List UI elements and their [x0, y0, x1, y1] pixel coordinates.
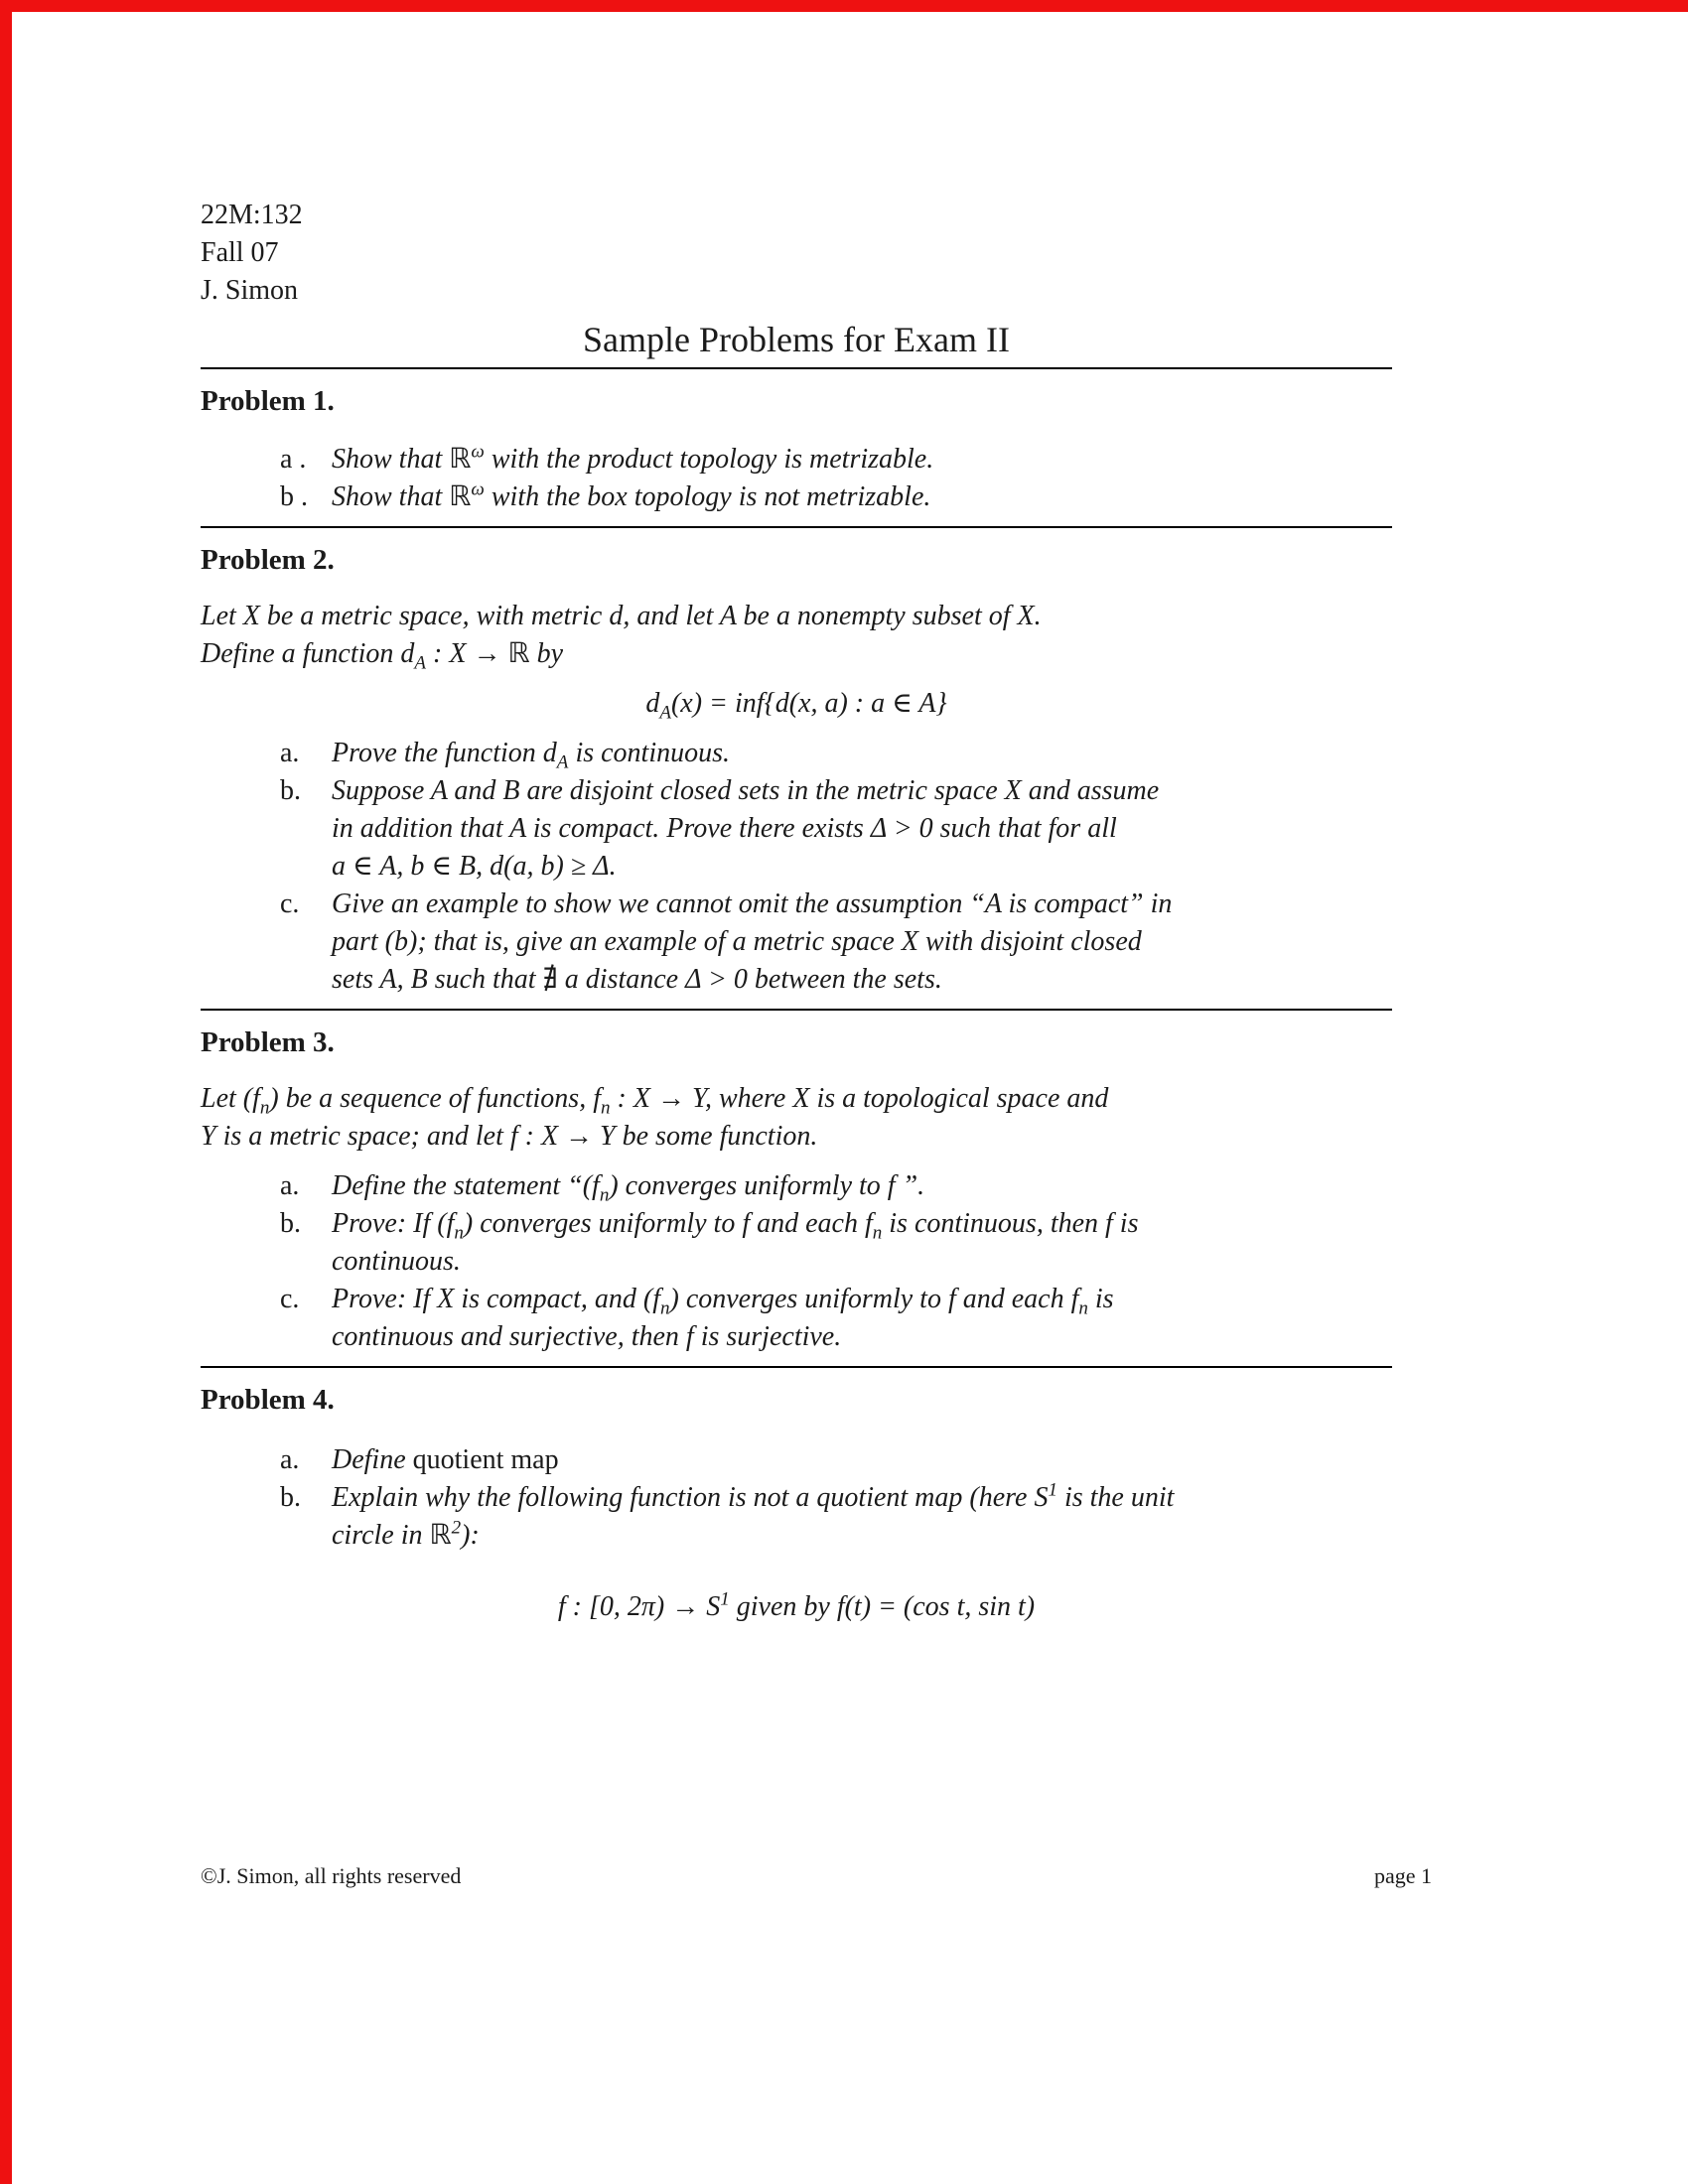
- list-item: [280, 1479, 1392, 1555]
- course-term: Fall 07: [201, 237, 279, 268]
- item-label: c.: [280, 888, 300, 919]
- divider: [201, 526, 1392, 528]
- item-text: Define quotient map: [332, 1444, 559, 1475]
- item-text: Prove: If $(f_n)$ converges uniformly to f and each $f_n$ is continuous, then f is continuous.: [332, 1208, 1139, 1277]
- problem-4-section: [201, 1382, 1392, 1626]
- problem-3-intro: Let $(f_n)$ be a sequence of functions, $f_n$ : X → Y, where X is a topological space and Y is a metric space; and let f : X → Y be some function.: [201, 1083, 1109, 1152]
- page-title: Sample Problems for Exam II: [583, 320, 1010, 359]
- scan-edge-left: [0, 0, 12, 2184]
- list-item: [280, 1167, 1392, 1205]
- scan-edge-top: [0, 0, 1688, 12]
- item-label: a.: [280, 1444, 300, 1475]
- list-item: [280, 441, 1392, 478]
- list-item: [280, 886, 1392, 999]
- item-label: a.: [280, 1170, 300, 1201]
- item-label: b.: [280, 1208, 301, 1239]
- item-label: b.: [280, 775, 301, 806]
- list-item: [280, 772, 1392, 886]
- problem-4-heading: Problem 4.: [201, 1384, 335, 1416]
- list-item: [280, 735, 1392, 772]
- course-instructor: J. Simon: [201, 275, 299, 306]
- problem-2-heading: Problem 2.: [201, 544, 335, 576]
- document-content: [201, 197, 1392, 1626]
- item-label: a .: [280, 444, 307, 475]
- display-math: f : [0, $2\pi) \to S^1$ given by f(t) = (cos t, sin t): [557, 1588, 1036, 1622]
- problem-2-section: [201, 542, 1392, 1011]
- divider: [201, 1009, 1392, 1011]
- footer-page-number: page 1: [1373, 1863, 1432, 1888]
- item-text: Show that ℝ$^\omega$ with the product topology is metrizable.: [332, 441, 934, 475]
- problem-3-items: [201, 1167, 1392, 1356]
- divider: [201, 1366, 1392, 1368]
- list-item: [280, 1441, 1392, 1479]
- item-label: b .: [280, 481, 308, 512]
- problem-1-section: [201, 383, 1392, 528]
- item-label: b.: [280, 1482, 301, 1513]
- problem-1-items: [201, 441, 1392, 516]
- list-item: [280, 1205, 1392, 1281]
- item-text: Define the statement “$(f_n)$ converges uniformly to f ”.: [332, 1170, 925, 1206]
- course-code: 22M:132: [201, 200, 303, 230]
- footer: [201, 1862, 1432, 1890]
- item-label: c.: [280, 1284, 300, 1314]
- problem-2-intro: Let X be a metric space, with metric d, and let A be a nonempty subset of X. Define a function $d_A$ : X → ℝ by: [201, 601, 1042, 674]
- item-label: a.: [280, 738, 300, 768]
- item-text: Prove the function $d_A$ is continuous.: [332, 738, 730, 773]
- item-text: Show that ℝ$^\omega$ with the box topology is not metrizable.: [332, 478, 931, 512]
- item-text: Prove: If X is compact, and $(f_n)$ converges uniformly to f and each $f_n$ is continuous and surjective, then f is surjective.: [332, 1284, 1114, 1352]
- list-item: [280, 1281, 1392, 1356]
- item-text: Suppose A and B are disjoint closed sets in the metric space X and assume in addition that A is compact. Prove there exists Δ > 0 such that for all a ∈ A, b ∈ B, d(a, b) ≥ Δ.: [332, 775, 1160, 882]
- list-item: [280, 478, 1392, 516]
- display-math: $d_A(x) = inf\{d(x$, a) : a ∈ A}: [645, 688, 947, 724]
- course-header: [201, 197, 1392, 310]
- item-text: Explain why the following function is not a quotient map (here $S^1$ is the unit circle in ℝ$^2$):: [332, 1479, 1175, 1551]
- problem-3-heading: Problem 3.: [201, 1026, 335, 1058]
- problem-3-section: [201, 1024, 1392, 1368]
- item-text: Give an example to show we cannot omit the assumption “A is compact” in part (b); that is, give an example of a metric space X with disjoint closed sets A, B such that ∄ a distance Δ > 0 between the sets.: [332, 888, 1173, 995]
- problem-4-items: [201, 1441, 1392, 1555]
- divider-title: [201, 367, 1392, 369]
- problem-2-items: [201, 735, 1392, 999]
- problem-1-heading: Problem 1.: [201, 385, 335, 417]
- footer-copyright: ©J. Simon, all rights reserved: [201, 1863, 462, 1888]
